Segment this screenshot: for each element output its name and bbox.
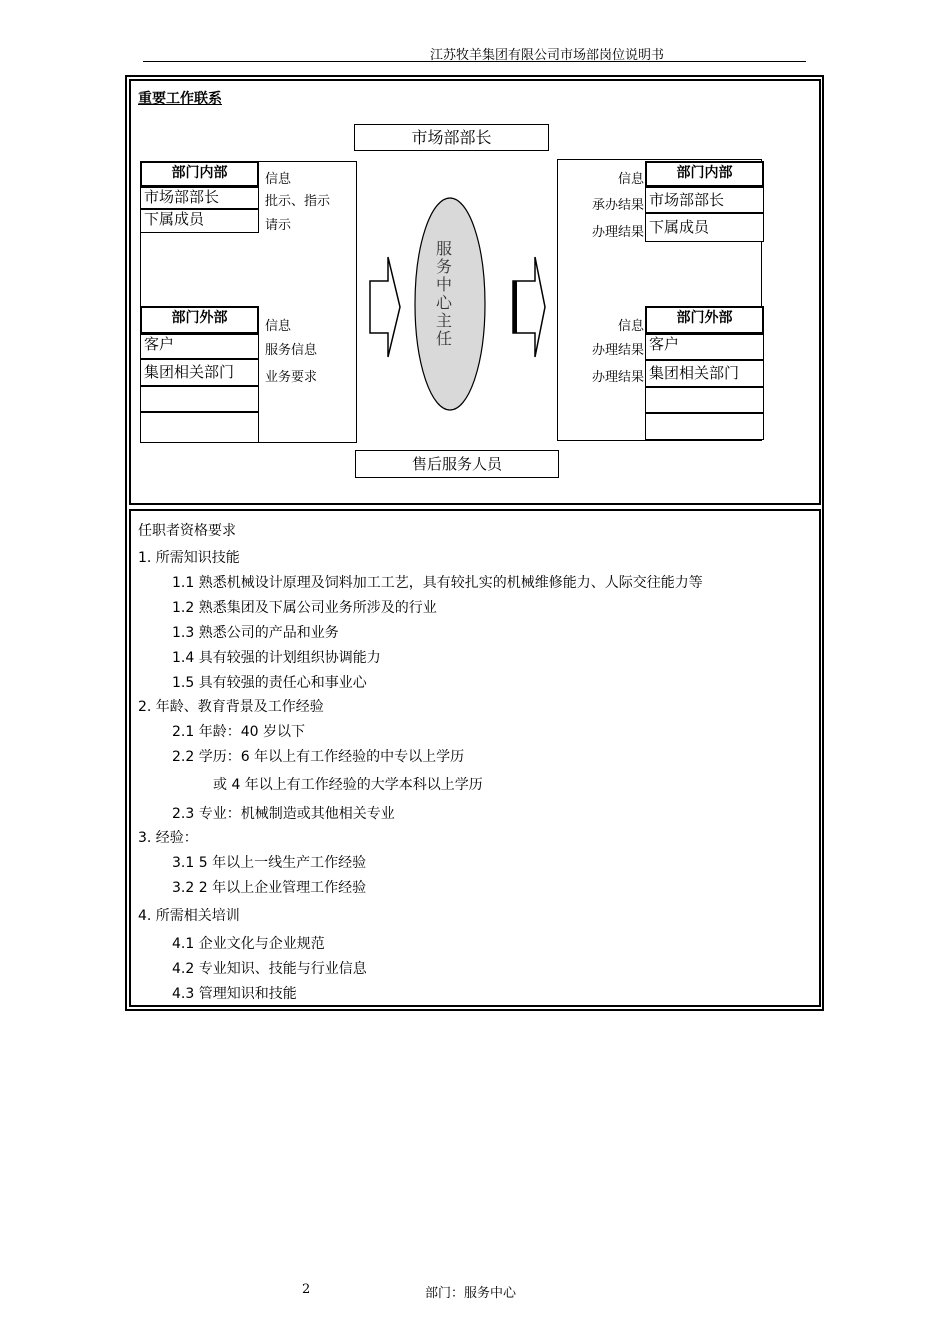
right-arrow-shade [513,281,517,333]
right-external-row: 集团相关部门 [645,360,764,387]
document-header: 江苏牧羊集团有限公司市场部岗位说明书 [430,48,665,63]
flow-diagram [365,190,555,420]
qualification-item: 1.4 具有较强的计划组织协调能力 [172,650,381,666]
left-arrow-icon [370,257,400,357]
footer-department: 部门：服务中心 [425,1286,517,1301]
qualification-item: 3.2 2 年以上企业管理工作经验 [172,880,367,896]
right-external-row: 客户 [645,334,764,360]
qualification-heading: 1. 所需知识技能 [138,550,240,566]
qualification-item: 3.1 5 年以上一线生产工作经验 [172,855,367,871]
qualification-item: 1.2 熟悉集团及下属公司业务所涉及的行业 [172,600,437,616]
qualification-item: 1.3 熟悉公司的产品和业务 [172,625,339,641]
left-external-header: 部门外部 [140,306,259,334]
header-rule [143,61,806,62]
left-internal-label: 批示、指示 [265,194,331,209]
right-internal-row: 下属成员 [645,213,764,242]
relations-title: 重要工作联系 [138,91,222,107]
qualification-item: 1.5 具有较强的责任心和事业心 [172,675,367,691]
qualification-heading: 3. 经验： [138,830,198,846]
left-internal-header: 部门内部 [140,161,259,187]
left-internal-label: 请示 [265,218,292,233]
qualification-heading: 4. 所需相关培训 [138,908,240,924]
qualification-item: 4.2 专业知识、技能与行业信息 [172,961,367,977]
left-internal-label: 信息 [265,172,292,187]
right-arrow-icon [513,257,545,357]
left-external-row: 客户 [140,334,259,359]
qualifications-title: 任职者资格要求 [138,523,236,539]
left-internal-row: 下属成员 [140,209,259,233]
right-external-row [645,387,764,413]
qualification-heading: 2. 年龄、教育背景及工作经验 [138,699,324,715]
left-external-row [140,412,259,443]
center-role-label: 服务中心主任 [435,239,452,348]
left-external-label: 信息 [265,319,292,334]
left-internal-row: 市场部部长 [140,187,259,209]
right-external-row [645,413,764,440]
page-number: 2 [302,1282,311,1297]
qualification-item-continued: 或 4 年以上有工作经验的大学本科以上学历 [213,777,483,793]
right-external-label: 办理结果 [591,370,644,385]
right-external-label: 办理结果 [591,343,644,358]
right-external-label: 信息 [617,319,644,334]
left-external-row: 集团相关部门 [140,359,259,386]
qualification-item: 4.3 管理知识和技能 [172,986,297,1002]
right-internal-label: 承办结果 [591,198,644,213]
qualification-item: 1.1 熟悉机械设计原理及饲料加工工艺，具有较扎实的机械维修能力、人际交往能力等 [172,575,703,591]
right-internal-row: 市场部部长 [645,187,764,213]
qualification-item: 2.3 专业：机械制造或其他相关专业 [172,806,395,822]
qualification-item: 2.1 年龄：40 岁以下 [172,724,305,740]
left-external-row [140,386,259,412]
bottom-box-service-staff: 售后服务人员 [355,450,559,478]
right-internal-label: 办理结果 [591,225,644,240]
right-internal-header: 部门内部 [645,161,764,187]
left-external-label: 服务信息 [265,343,318,358]
top-box-manager: 市场部部长 [354,124,549,151]
left-external-label: 业务要求 [265,370,318,385]
right-external-header: 部门外部 [645,306,764,334]
right-internal-label: 信息 [617,172,644,187]
qualification-item: 4.1 企业文化与企业规范 [172,936,325,952]
qualification-item: 2.2 学历：6 年以上有工作经验的中专以上学历 [172,749,465,765]
